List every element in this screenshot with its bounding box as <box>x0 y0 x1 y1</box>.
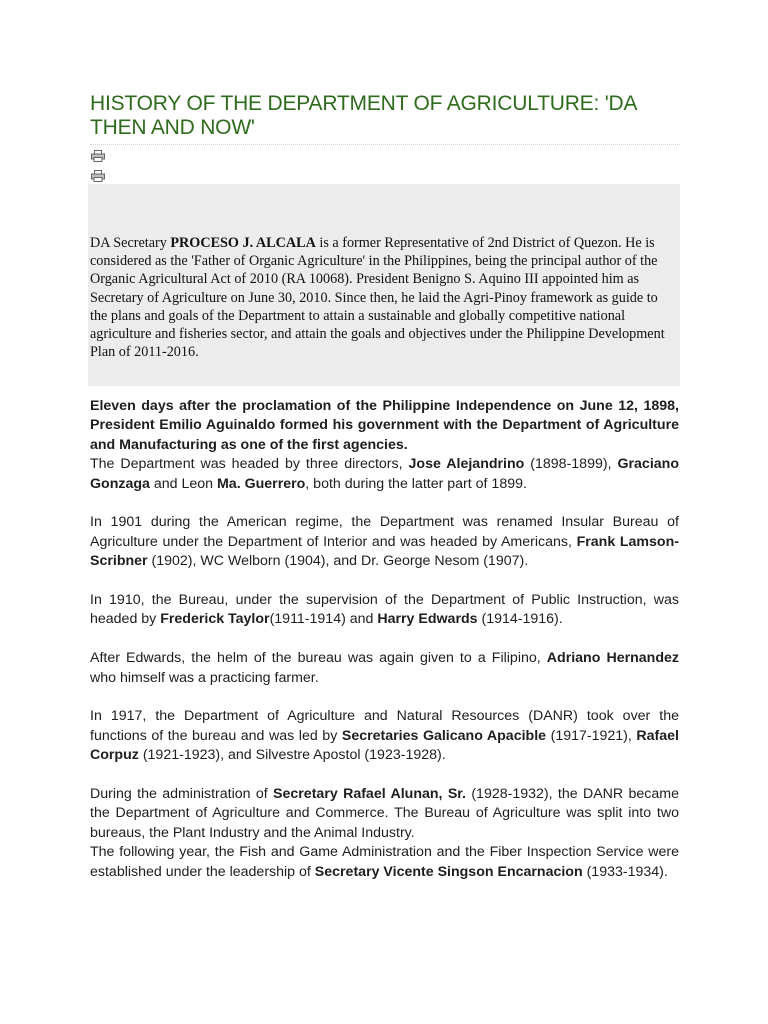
title-divider <box>90 144 680 145</box>
printer-icon[interactable] <box>91 170 105 182</box>
lead-paragraph: Eleven days after the proclamation of the Philippine Independence on June 12, 1898, President Emilio Aguinaldo formed his government with the Department of Agriculture and Manufacturing as one of the first agencies. <box>90 398 679 453</box>
paragraph-american-regime: In 1901 during the American regime, the Department was renamed Insular Bureau of Agriculture under the Department of Interior and was headed by Americans, Frank Lamson-Scribner (1902), WC Welborn (1904), and Dr. George Nesom (1907). <box>90 514 679 570</box>
history-body <box>90 397 679 882</box>
secretary-name: PROCESO J. ALCALA <box>170 235 316 251</box>
paragraph-1910: In 1910, the Bureau, under the supervision of the Department of Public Instruction, was headed by Frederick Taylor(1911-1914) and Harry Edwards (1914-1916). <box>90 592 679 628</box>
paragraph-fish-game: The following year, the Fish and Game Administration and the Fiber Inspection Service were established under the leadership of Secretary Vicente Singson Encarnacion (1933-1934). <box>90 844 679 880</box>
intro-box <box>88 184 680 386</box>
paragraph-danr: In 1917, the Department of Agriculture and Natural Resources (DANR) took over the functions of the bureau and was led by Secretaries Galicano Apacible (1917-1921), Rafael Corpuz (1921-1923), and Silvestre Apostol (1923-1928). <box>90 708 679 764</box>
printer-icon-graphic <box>91 150 105 162</box>
page-title: HISTORY OF THE DEPARTMENT OF AGRICULTURE: 'DA THEN AND NOW' <box>90 92 637 139</box>
paragraph-alunan: During the administration of Secretary Rafael Alunan, Sr. (1928-1932), the DANR became the Department of Agriculture and Commerce. The Bureau of Agriculture was split into two bureaus, the Plant Industry and the Animal Industry. <box>90 786 679 841</box>
paragraph-hernandez: After Edwards, the helm of the bureau was again given to a Filipino, Adriano Hernandez who himself was a practicing farmer. <box>90 650 679 686</box>
intro-paragraph: DA Secretary PROCESO J. ALCALA is a former Representative of 2nd District of Quezon. He is considered as the 'Father of Organic Agriculture' in the Philippines, being the principal author of the Organic Agricultural Act of 2010 (RA 10068). President Benigno S. Aquino III appointed him as Secretary of Agriculture on June 30, 2010. Since then, he laid the Agri-Pinoy framework as guide to the plans and goals of the Department to attain a sustainable and globally competitive national agriculture and fisheries sector, and attain the goals and objectives under the Philippine Development Plan of 2011-2016. <box>90 235 665 361</box>
printer-icon[interactable] <box>91 150 105 162</box>
paragraph-directors: The Department was headed by three directors, Jose Alejandrino (1898-1899), Graciano Gonzaga and Leon Ma. Guerrero, both during the latter part of 1899. <box>90 456 679 492</box>
printer-icon-graphic <box>91 170 105 182</box>
